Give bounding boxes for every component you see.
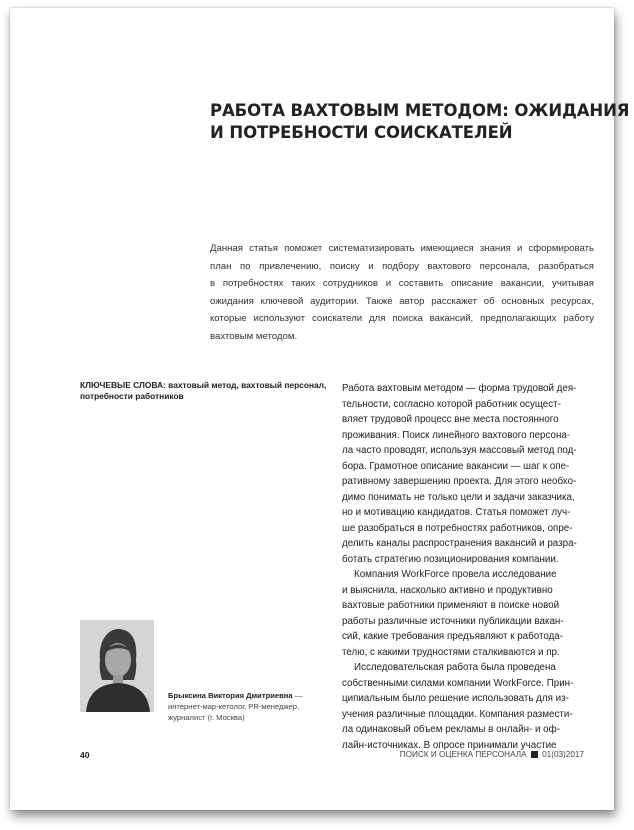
body-line: собственными силами компании WorkForce. Прин- [342,677,574,689]
lead-line: ожидания ключевой аудитории. Также автор расскажет об основных ресурсах, [210,295,594,307]
lead-line: в потребностях таких сотрудников и составить описание вакансии, учитывая [210,278,594,290]
author-info [168,690,338,723]
body-line: ботать стратегию позиционирования компании. [342,553,559,565]
body-line: сий, какие требования предъявляют к работода- [342,631,563,642]
body-line: ципиальным было решение использовать для из- [342,693,569,704]
lead-line: план по привлечению, поиску и подбору вахтового персонала, разобраться [210,260,594,272]
article-body [342,381,594,753]
body-line: димо понимать не только цели и задачи заказчика, [342,491,575,503]
body-line: ративному завершению проекта. Для этого необхо- [342,476,577,487]
body-line: телю, с какими трудностями сталкиваются и пр. [342,646,560,658]
article-title [210,100,630,144]
journal-issue: 01(03)2017 [542,750,584,759]
body-line: делить каналы распространения вакансий и разра- [342,538,577,549]
title-line: И ПОТРЕБНОСТИ СОИСКАТЕЛЕЙ [210,123,513,142]
journal-name: ПОИСК И ОЦЕНКА ПЕРСОНАЛА [399,750,527,759]
lead-line: которые используют соискатели для поиска вакансий, предполагающих работу [210,313,594,325]
keywords: КЛЮЧЕВЫЕ СЛОВА: вахтовый метод, вахтовый персонал, потребности работников [80,380,327,402]
body-line: и выяснила, насколько активно и продуктивно [342,584,553,596]
body-line: ла часто проводят, используя массовый метод под- [342,445,577,456]
body-line: Работа вахтовым методом — форма трудовой дея- [342,383,577,394]
body-line: тельности, согласно которой работник осущест- [342,398,561,410]
body-line: Исследовательская работа была проведена [354,662,556,673]
body-line: лайн-источниках. В опросе принимали участие [342,739,557,751]
lead-line: Данная статья поможет систематизировать имеющиеся знания и сформировать [210,243,594,254]
square-separator-icon [531,751,538,758]
body-line: вляет трудовой процесс вне места постоянного [342,414,559,425]
author-photo [80,620,154,712]
magazine-page [10,8,630,810]
body-line: ше разобраться в потребностях работников, опре- [342,522,573,534]
author-bio: — интернет-мар-кетолог, PR-менеджер, журналист (г. Москва) [168,691,303,722]
body-line: Компания WorkForce провела исследование [354,569,557,580]
body-line: учения различные площадки. Компания размести- [342,708,573,720]
body-line: вахтовые работники применяют в поиске новой [342,600,560,611]
author-name: Брыксина Виктория Дмитриевна [168,691,293,700]
author-portrait-icon [80,620,154,712]
journal-footer [400,750,584,759]
title-line: РАБОТА ВАХТОВЫМ МЕТОДОМ: ОЖИДАНИЯ [210,101,630,120]
page-number: 40 [80,750,90,760]
article-lead [210,240,594,346]
body-line: ла одинаковый объем рекламы в онлайн- и оф- [342,724,560,735]
body-line: но и мотивацию кандидатов. Статья поможет луч- [342,507,571,518]
body-line: работы различные источники публикации вакан- [342,615,564,627]
body-line: бора. Грамотное описание вакансии — шаг к опе- [342,460,570,472]
body-line: проживания. Поиск линейного вахтового персона- [342,429,571,441]
lead-line: вахтовым методом. [210,330,298,342]
